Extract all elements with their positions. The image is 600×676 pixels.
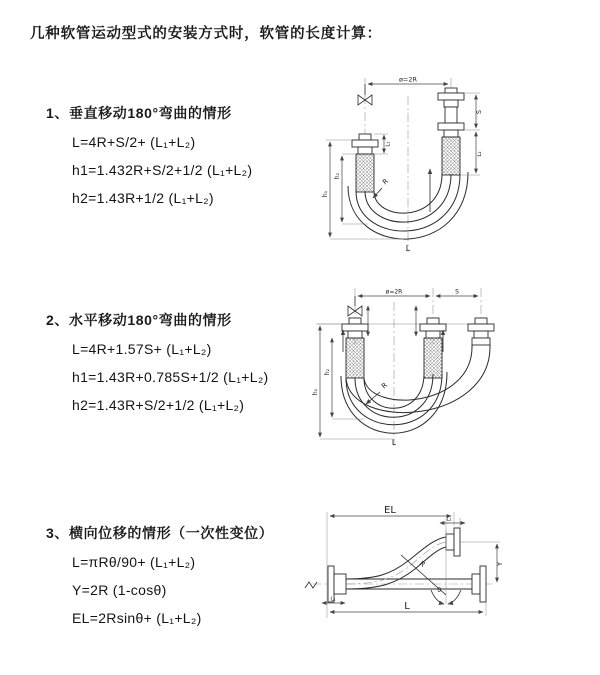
upper-flange-fitting bbox=[446, 528, 460, 556]
page-title: 几种软管运动型式的安装方式时，软管的长度计算： bbox=[30, 26, 382, 42]
section-2-heading: 2、水平移动180°弯曲的情形 bbox=[46, 312, 232, 328]
section-horizontal-movement bbox=[46, 310, 331, 414]
dim-label-h1: h₁ bbox=[322, 190, 329, 198]
section-3-heading: 3、横向位移的情形（一次性变位） bbox=[46, 525, 274, 541]
formula-line: L=4R+1.57S+ (L₁+L₂) bbox=[72, 341, 212, 357]
dim-label-s: S bbox=[455, 288, 459, 296]
section-1-heading: 1、垂直移动180°弯曲的情形 bbox=[46, 105, 232, 121]
diagram-vertical-180-bend bbox=[318, 74, 528, 254]
braided-hose-section bbox=[346, 338, 364, 378]
formula-line: L=4R+S/2+ (L₁+L₂) bbox=[72, 134, 196, 150]
dim-label-l: L bbox=[404, 601, 410, 612]
dim-label-s: S bbox=[475, 109, 483, 115]
left-flange-fitting bbox=[352, 134, 378, 192]
dim-label-h2: h₂ bbox=[324, 368, 331, 376]
formula-line: Y=2R (1-cosθ) bbox=[72, 582, 167, 598]
radius-label: R bbox=[381, 177, 391, 187]
braided-hose-section bbox=[424, 338, 442, 378]
dim-label-l2: L₂ bbox=[477, 151, 483, 157]
middle-flange-fitting bbox=[420, 318, 446, 378]
dim-label-l1-top: L₁ bbox=[446, 516, 452, 523]
section-vertical-movement bbox=[46, 103, 331, 207]
length-label: L bbox=[405, 244, 411, 253]
dim-label-h1: h₁ bbox=[312, 388, 319, 396]
dim-label-l1: L₁ bbox=[385, 141, 392, 147]
formula-line: EL=2Rsinθ+ (L₁+L₂) bbox=[72, 610, 202, 626]
formula-line: h1=1.432R+S/2+1/2 (L₁+L₂) bbox=[72, 162, 253, 178]
radius-label: R bbox=[380, 381, 390, 391]
radius-label: R bbox=[417, 559, 427, 569]
diagram-horizontal-180-bend bbox=[308, 284, 528, 449]
section-lateral-displacement bbox=[46, 523, 331, 627]
diagram-lateral-displacement bbox=[297, 500, 597, 640]
braided-hose-section bbox=[356, 154, 374, 192]
formula-line: L=πRθ/90+ (L₁+L₂) bbox=[72, 554, 196, 570]
braided-hose-section bbox=[442, 137, 460, 175]
dim-label-y: Y bbox=[496, 561, 504, 567]
formula-line: h1=1.43R+0.785S+1/2 (L₁+L₂) bbox=[72, 369, 269, 385]
dim-label-el: EL bbox=[384, 505, 396, 516]
dim-label-width: ø=2R bbox=[385, 288, 403, 296]
formula-line: h2=1.43R+1/2 (L₁+L₂) bbox=[72, 190, 214, 206]
right-flange-fitting bbox=[468, 318, 494, 345]
right-flange-fitting bbox=[472, 566, 486, 602]
dim-label-h2: h₂ bbox=[334, 172, 341, 180]
left-flange-fitting bbox=[342, 318, 368, 378]
dim-label-width: ø=2R bbox=[398, 75, 418, 84]
break-symbol bbox=[305, 582, 317, 588]
length-label: L bbox=[391, 438, 397, 447]
dim-label-l1-bottom: L₁ bbox=[330, 596, 336, 603]
angle-arc bbox=[448, 590, 461, 604]
angle-label: θ bbox=[437, 587, 441, 594]
formula-line: h2=1.43R+S/2+1/2 (L₁+L₂) bbox=[72, 397, 245, 413]
right-flange-fitting bbox=[438, 88, 464, 175]
